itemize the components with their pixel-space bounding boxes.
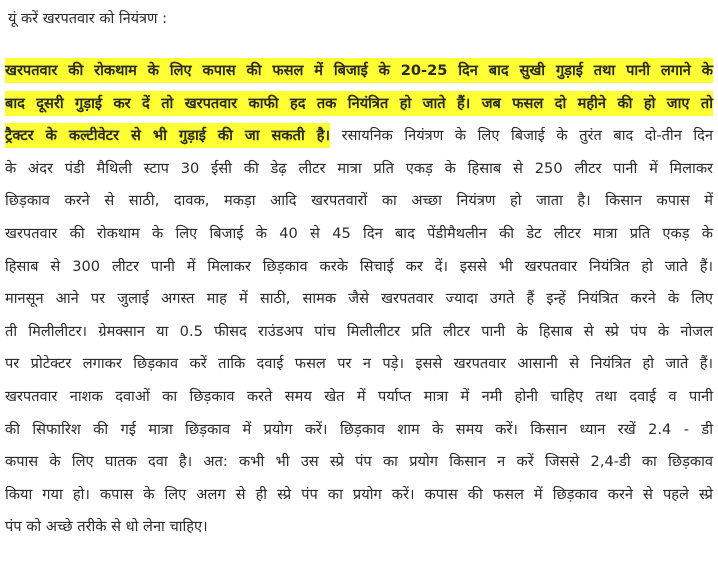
body-text: पर प्रोटेक्टर लगाकर छिड़काव करें ताकि दवाई फसल पर न पड़े। इससे खरपतवार आसानी से नियंत्रित हो जाते हैं। — [5, 355, 713, 373]
text-line — [5, 88, 713, 121]
text-line — [5, 479, 713, 512]
body-text: ती मिलीलीटर। ग्रेमक्सान या 0.5 फीसद राउंडअप पांच मिलीलीटर प्रति लीटर पानी के हिसाब से स्प्रे पंप के नोजल — [5, 322, 713, 340]
body-text: की सिफारिश की गई मात्रा छिड़काव में प्रयोग करें। छिड़काव शाम के समय करें। किसान ध्यान रखें 2.4 - डी — [5, 420, 713, 438]
text-line — [5, 348, 713, 381]
text-line — [5, 55, 713, 88]
section-heading: यूं करें खरपतवार को नियंत्रण : — [8, 11, 168, 27]
text-line — [5, 316, 713, 349]
body-text: खरपतवार की रोकथाम के लिए बिजाई के 40 से 45 दिन बाद पेंडीमैथलीन की डेट लीटर मात्रा प्रति एकड़ के — [5, 224, 713, 242]
body-text: मानसून आने पर जुलाई अगस्त माह में साठी, सामक जैसे खरपतवार ज्यादा उगते हैं इन्हें नियंत्रित करने के लिए — [5, 290, 713, 308]
text-line — [5, 185, 713, 218]
body-text: हिसाब से 300 लीटर पानी में मिलाकर छिड़काव करके सिचाई कर दें। इससे भी खरपतवार नियंत्रित हो जाते हैं। — [5, 257, 713, 275]
text-line — [5, 414, 713, 447]
article-paragraph — [5, 55, 713, 544]
text-line — [5, 446, 713, 479]
text-line — [5, 218, 713, 251]
text-line — [5, 381, 713, 414]
body-text: के अंदर पंडी मैथिली स्टाप 30 ईसी की डेढ़ लीटर मात्रा प्रति एकड़ के हिसाब से 250 लीटर पानी में मिलाकर — [5, 159, 713, 177]
highlighted-text: बाद दूसरी गुड़ाई कर दें तो खरपतवार काफी हद तक नियंत्रित हो जाते हैं। जब फसल दो महीने की हो जाए तो — [5, 91, 713, 116]
body-text: पंप को अच्छे तरीके से धो लेना चाहिए। — [5, 518, 208, 536]
text-line — [5, 283, 713, 316]
body-text: छिड़काव करने से साठी, दावक, मकड़ा आदि खरपतवारों का अच्छा नियंत्रण हो जाता है। किसान कपास में — [5, 192, 713, 210]
highlighted-text: खरपतवार की रोकथाम के लिए कपास की फसल में बिजाई के 20-25 दिन बाद सुखी गुड़ाई तथा पानी लगाने के — [5, 58, 713, 83]
text-line — [5, 251, 713, 284]
text-line — [5, 511, 713, 544]
highlighted-text: ट्रैक्टर के कल्टीवेटर से भी गुड़ाई की जा सकती है। — [5, 123, 330, 148]
body-text: कपास के लिए घातक दवा है। अत: कभी भी उस स्प्रे पंप का प्रयोग किसान न करें जिससे 2,4-डी का छिड़काव — [5, 453, 713, 471]
text-line — [5, 153, 713, 186]
text-line — [5, 120, 713, 153]
body-text: खरपतवार नाशक दवाओं का छिड़काव करते समय खेत में पर्याप्त मात्रा में नमी होनी चाहिए तथा दवाई व पानी — [5, 387, 713, 405]
body-text: रसायनिक नियंत्रण के लिए बिजाई के तुरंत बाद दो-तीन दिन — [330, 127, 713, 145]
body-text: किया गया हो। कपास के लिए अलग से ही स्प्रे पंप का प्रयोग करें। कपास की फसल में छिड़काव करने से पहले स्प्रे — [5, 485, 713, 503]
